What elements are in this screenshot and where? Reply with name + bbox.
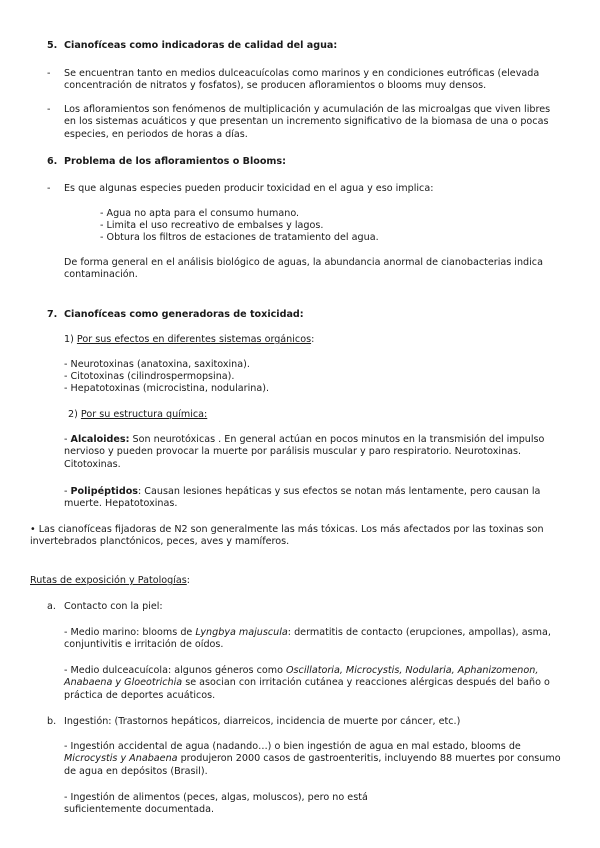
- dash-marker: -: [47, 68, 51, 79]
- section-7-alcaloides-paragraph: - Alcaloides: Son neurotóxicas . En general actúan en pocos minutos en la transmisión del impulso nervioso y pueden provocar la muerte por parálisis muscular y paro respiratorio. Neurotoxinas. Citotoxinas.: [64, 434, 545, 470]
- section-7-polipeptidos-paragraph: - Polipéptidos: Causan lesiones hepáticas y sus efectos se notan más lentamente, pero causan la muerte. Hepatotoxinas.: [64, 486, 541, 510]
- section-6-title: Problema de los afloramientos o Blooms:: [64, 156, 286, 167]
- section-5-title: Cianofíceas como indicadoras de calidad del agua:: [64, 40, 338, 51]
- section-6-list-item: - Agua no apta para el consumo humano.: [100, 208, 300, 219]
- rutas-b-accidental-paragraph: - Ingestión accidental de agua (nadando…) o bien ingestión de agua en mal estado, blooms de Microcystis y Anabaena produjeron 2000 casos de gastroenteritis, incluyendo 88 muertes por consumo de agua en depósitos (Brasil).: [64, 741, 561, 777]
- rutas-b-food-line-1: - Ingestión de alimentos (peces, algas, moluscos), pero no está: [64, 792, 368, 803]
- section-6-paragraph-1: Es que algunas especies pueden producir toxicidad en el agua y eso implica:: [64, 183, 434, 194]
- dash-marker: -: [47, 104, 51, 115]
- section-7-list-item: - Neurotoxinas (anatoxina, saxitoxina).: [64, 359, 250, 370]
- section-6-list-item: - Limita el uso recreativo de embalses y lagos.: [100, 220, 324, 231]
- section-6-paragraph-2: De forma general en el análisis biológico de aguas, la abundancia anormal de cianobacterias indica contaminación.: [64, 257, 543, 281]
- section-6-list-item: - Obtura los filtros de estaciones de tratamiento del agua.: [100, 232, 379, 243]
- list-label-a: a.: [47, 601, 56, 612]
- rutas-b-title: Ingestión: (Trastornos hepáticos, diarreicos, incidencia de muerte por cáncer, etc.): [64, 716, 461, 727]
- section-7-title: Cianofíceas como generadoras de toxicidad:: [64, 309, 304, 320]
- section-7-number: 7.: [47, 309, 58, 320]
- section-5-number: 5.: [47, 40, 58, 51]
- section-5-paragraph-1: Se encuentran tanto en medios dulceacuícolas como marinos y en condiciones eutróficas (elevada concentración de nitratos y fosfatos), se producen afloramientos o blooms muy densos.: [64, 68, 540, 92]
- section-5-paragraph-2: Los afloramientos son fenómenos de multiplicación y acumulación de las microalgas que viven libres en los sistemas acuáticos y que presentan un incremento significativo de la biomasa de una o pocas especies, en periodos de horas a días.: [64, 104, 551, 140]
- rutas-a-freshwater-paragraph: - Medio dulceacuícola: algunos géneros como Oscillatoria, Microcystis, Nodularia, Aphanizomenon, Anabaena y Gloeotrichia se asocian con irritación cutánea y reacciones alérgicas después del baño o práctica de deportes acuáticos.: [64, 665, 550, 701]
- dash-marker: -: [47, 183, 51, 194]
- section-7-subheading-2: 2) Por su estructura química:: [68, 409, 208, 420]
- section-7-bullet-paragraph: • Las cianofíceas fijadoras de N2 son generalmente las más tóxicas. Los más afectados por las toxinas son invertebrados planctónicos, peces, aves y mamíferos.: [30, 524, 544, 548]
- rutas-a-title: Contacto con la piel:: [64, 601, 163, 612]
- rutas-b-food-line-2: suficientemente documentada.: [64, 804, 215, 815]
- list-label-b: b.: [47, 716, 57, 727]
- section-6-number: 6.: [47, 156, 58, 167]
- section-7-list-item: - Citotoxinas (cilindrospermopsina).: [64, 371, 235, 382]
- section-7-list-item: - Hepatotoxinas (microcistina, nodularina).: [64, 383, 269, 394]
- section-7-subheading-1: 1) Por sus efectos en diferentes sistemas orgánicos:: [64, 334, 315, 345]
- rutas-a-marine-paragraph: - Medio marino: blooms de Lyngbya majuscula: dermatitis de contacto (erupciones, ampollas), asma, conjuntivitis e irritación de oídos.: [64, 627, 551, 651]
- rutas-heading: Rutas de exposición y Patologías:: [30, 575, 191, 586]
